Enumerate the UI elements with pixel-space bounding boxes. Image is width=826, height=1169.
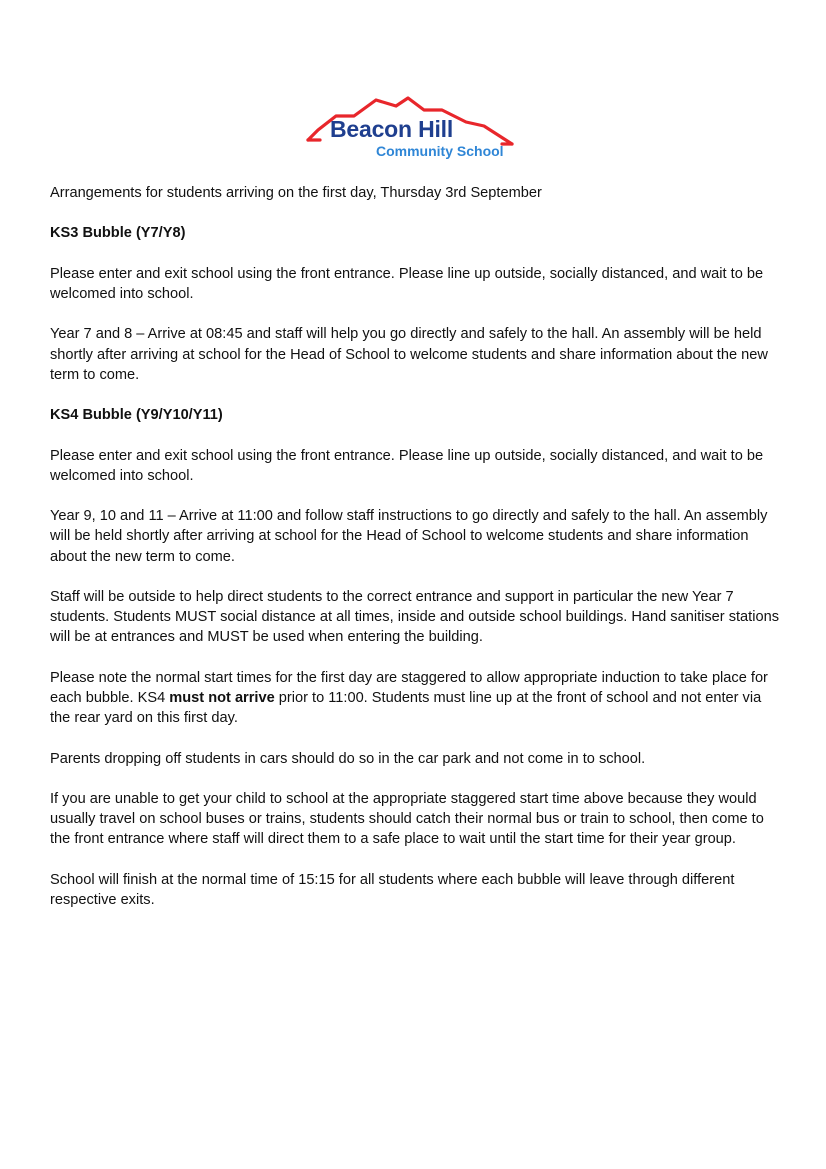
ks4-heading: KS4 Bubble (Y9/Y10/Y11) <box>50 407 223 424</box>
start-times-note <box>50 668 782 729</box>
logo-school-name: Beacon Hill <box>330 116 454 142</box>
staff-note: Staff will be outside to help direct students to the correct entrance and support in particular the new Year 7 students. Students MUST social distance at all times, inside and outside school buildings. Hand sanitiser stations will be at entrances and MUST be used when entering the building. <box>50 588 779 646</box>
letter-body <box>50 183 782 930</box>
ks3-heading: KS3 Bubble (Y7/Y8) <box>50 225 186 242</box>
ks3-arrival-text: Year 7 and 8 – Arrive at 08:45 and staff will help you go directly and safely to the hall. An assembly will be held shortly after arriving at school for the Head of School to welcome students and share information about the new term to come. <box>50 326 768 383</box>
transport-note: If you are unable to get your child to school at the appropriate staggered start time above because they would usually travel on school buses or trains, students should catch their normal bus or train to school, then come to the front entrance where staff will direct them to a safe place to wait until the start time for their year group. <box>50 790 764 848</box>
ks3-entrance-text: Please enter and exit school using the front entrance. Please line up outside, socially distanced, and wait to be welcomed into school. <box>50 265 764 302</box>
start-times-emphasis: must not arrive <box>169 689 275 706</box>
finish-note: School will finish at the normal time of 15:15 for all students where each bubble will leave through different respective exits. <box>50 871 735 908</box>
start-times-after: prior to 11:00. Students must line up at the front of school and not enter via the rear yard on this first day. <box>50 689 762 727</box>
start-times-before: Please note the normal start times for the first day are staggered to allow appropriate induction to take place for each bubble. KS4 <box>50 669 768 706</box>
ks4-arrival-text: Year 9, 10 and 11 – Arrive at 11:00 and follow staff instructions to go directly and safely to the hall. An assembly will be held shortly after arriving at school for the Head of School to welcome students and share information about the new term to come. <box>50 508 768 565</box>
intro-text: Arrangements for students arriving on the first day, Thursday 3rd September <box>50 185 542 201</box>
school-logo <box>306 96 518 164</box>
parents-note: Parents dropping off students in cars should do so in the car park and not come in to school. <box>50 750 646 767</box>
ks4-entrance-text: Please enter and exit school using the front entrance. Please line up outside, socially distanced, and wait to be welcomed into school. <box>50 447 764 484</box>
logo-school-subtitle: Community School <box>376 143 504 159</box>
